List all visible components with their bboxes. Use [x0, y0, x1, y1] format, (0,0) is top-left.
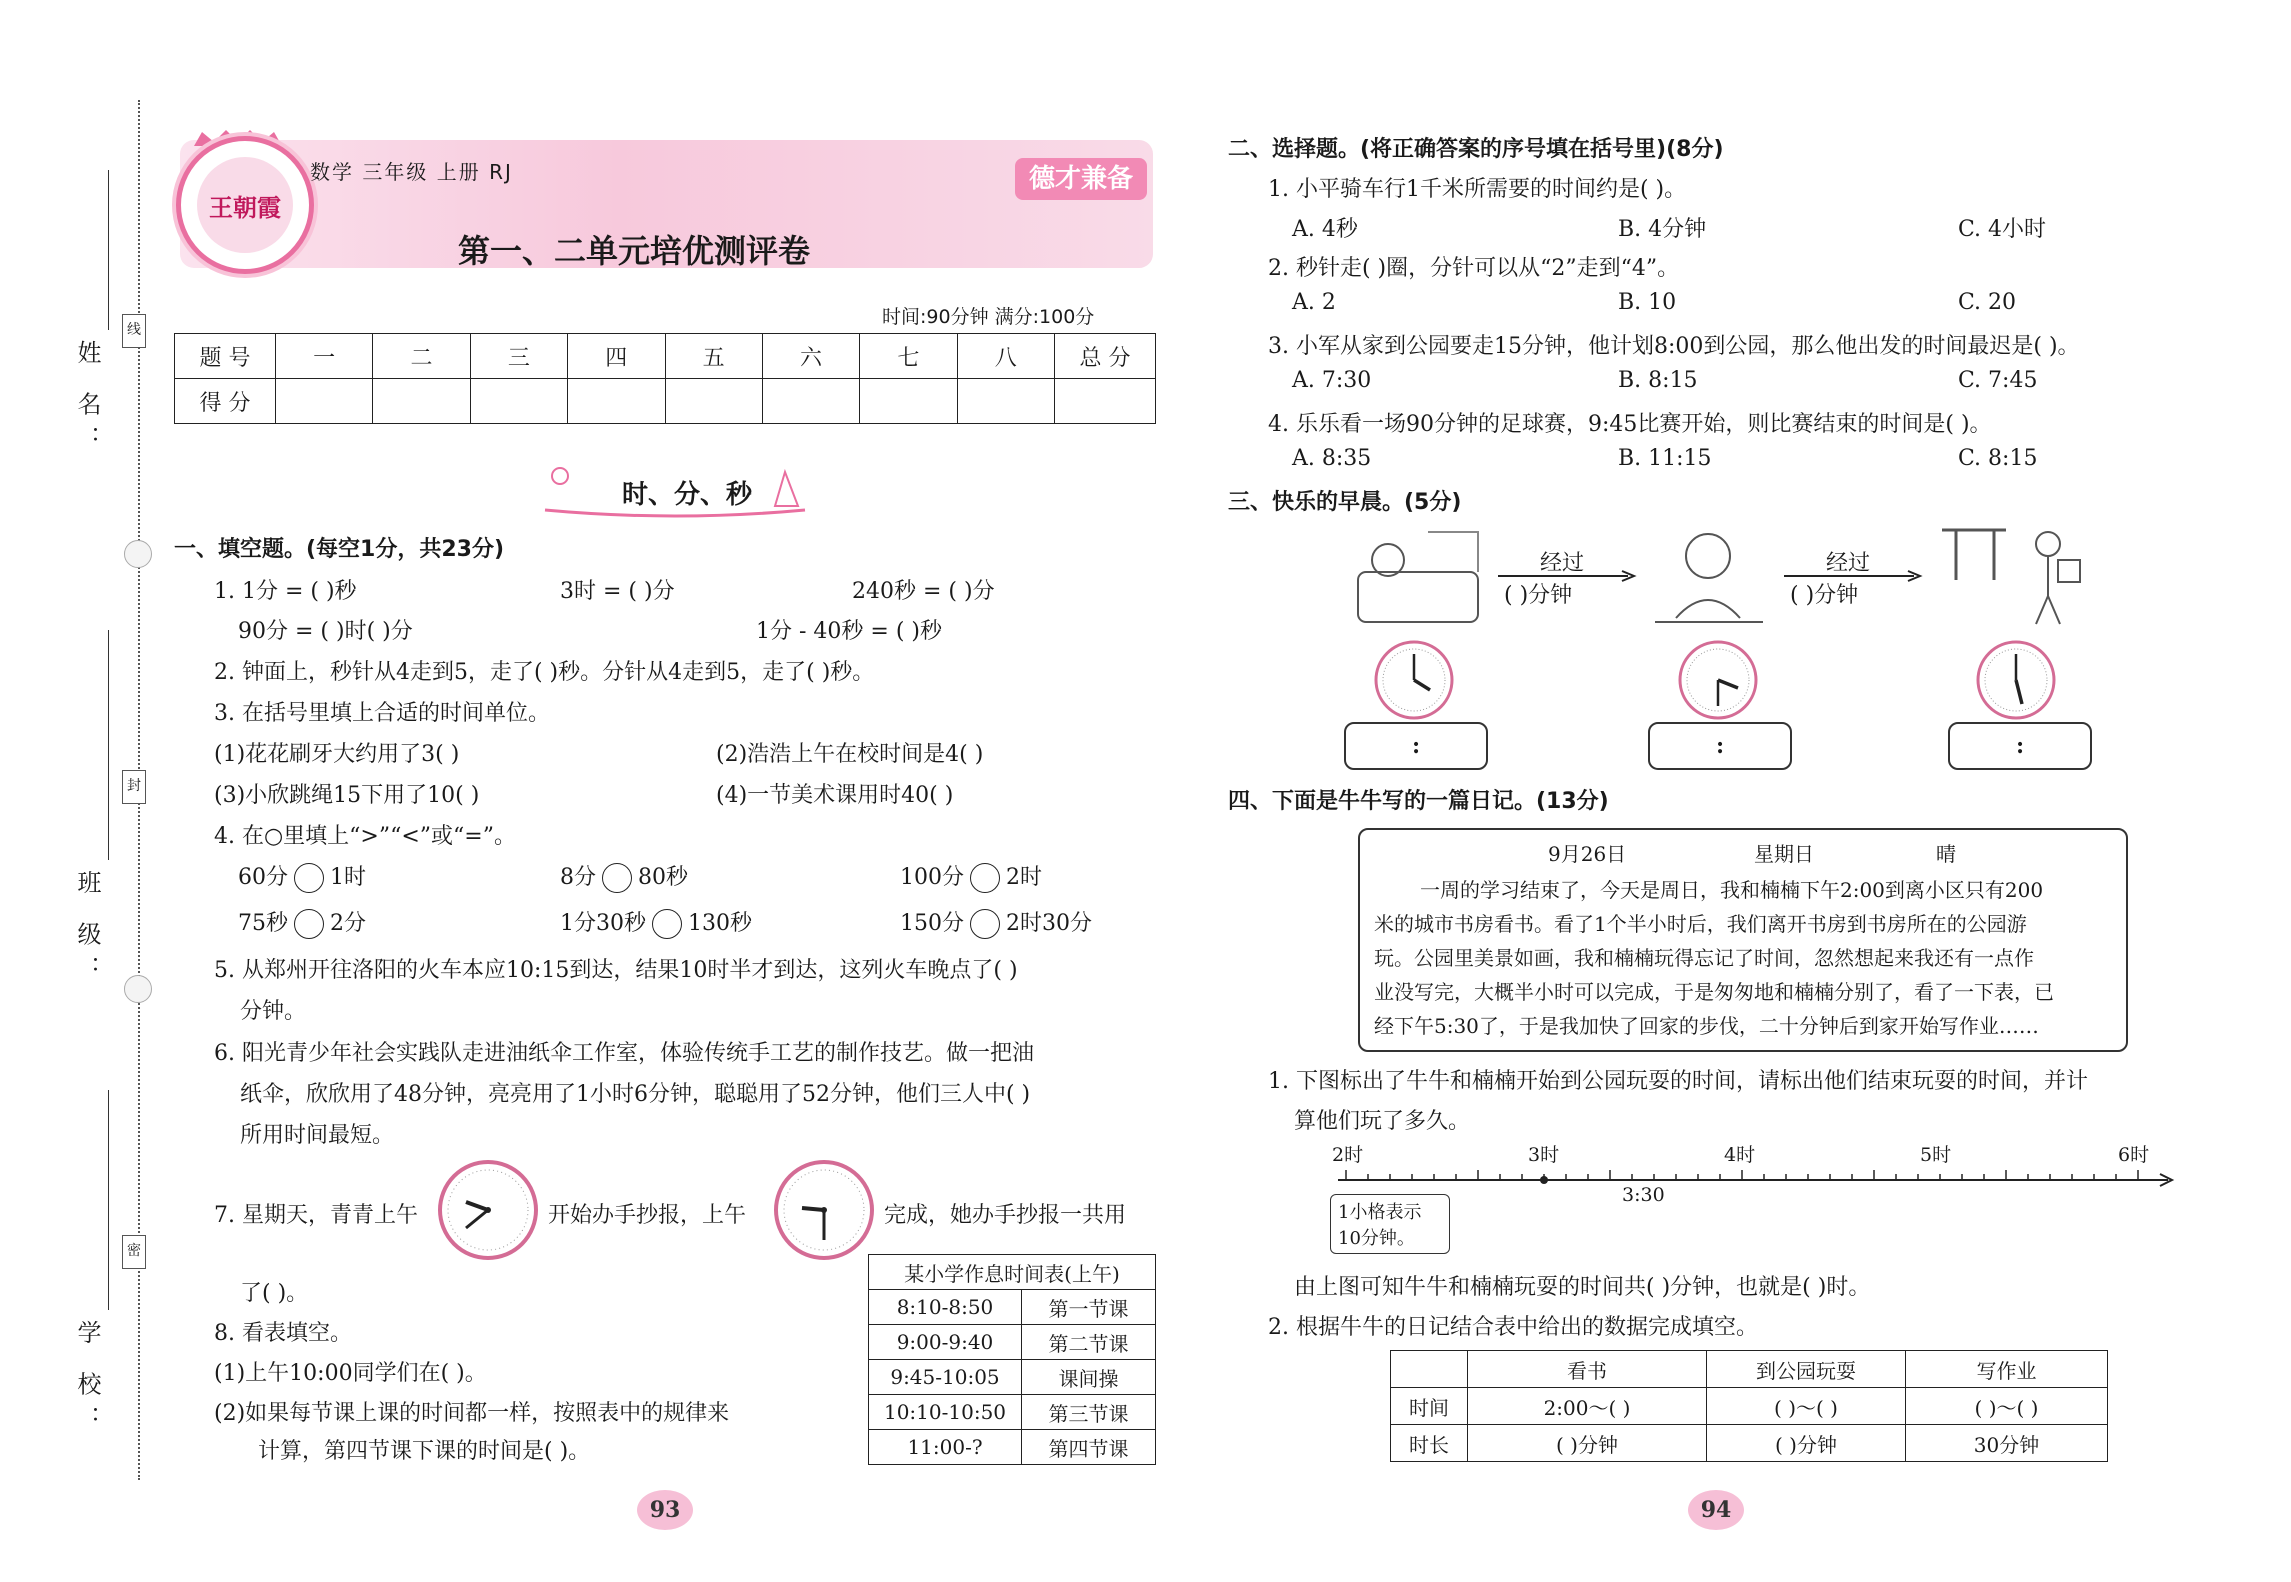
time-answer-box[interactable]: : [1344, 722, 1488, 770]
option[interactable]: B. 8:15 [1618, 368, 1698, 393]
s1-q3b: (2)浩浩上午在校时间是4( ) [716, 742, 984, 767]
score-input-cell[interactable] [665, 379, 762, 424]
s2-q4: 4. 乐乐看一场90分钟的足球赛，9:45比赛开始，则比赛结束的时间是( )。 [1268, 412, 1992, 437]
option[interactable]: A. 8:35 [1292, 446, 1372, 471]
option[interactable]: B. 4分钟 [1618, 217, 1707, 242]
s1-title: 一、填空题。(每空1分，共23分) [174, 537, 505, 562]
score-input-cell[interactable] [1055, 379, 1156, 424]
motto-badge: 德才兼备 [1015, 158, 1147, 200]
rest-activity: 第二节课 [1022, 1325, 1156, 1360]
child-waking-illustration [1348, 522, 1486, 632]
compare-circle[interactable] [652, 909, 682, 939]
rest-activity: 第四节课 [1022, 1430, 1156, 1465]
compare-circle[interactable] [602, 863, 632, 893]
clock-icon-wake [1372, 638, 1456, 722]
s1-q4a: 60分 1时 [238, 860, 366, 893]
s2-q2: 2. 秒针走( )圈，分针可以从“2”走到“4”。 [1268, 256, 1680, 281]
table-header-cell: 到公园玩耍 [1707, 1351, 1906, 1388]
s1-q1e: 1分 - 40秒 = ( )秒 [756, 619, 942, 644]
s1-q4c: 100分 2时 [900, 860, 1042, 893]
time-answer-box[interactable]: : [1648, 722, 1792, 770]
s1-q7-part-b: 开始办手抄报，上午 [548, 1203, 747, 1228]
score-header-cell: 一 [276, 334, 373, 379]
score-input-cell[interactable] [957, 379, 1054, 424]
seal-xian: 线 [122, 314, 146, 348]
score-header-cell: 四 [568, 334, 665, 379]
diary-weather: 晴 [1936, 842, 1956, 866]
s2-title: 二、选择题。(将正确答案的序号填在括号里)(8分) [1228, 137, 1724, 162]
s1-q3a: (1)花花刷牙大约用了3( ) [214, 742, 460, 767]
publisher-logo [176, 136, 314, 274]
s1-q4f: 150分 2时30分 [900, 906, 1092, 939]
s4-q1-line1: 1. 下图标出了牛牛和楠楠开始到公园玩耍的时间，请标出他们结束玩耍的时间，并计 [1268, 1069, 2088, 1094]
table-header-cell [1391, 1351, 1468, 1388]
page-number-right: 94 [1688, 1490, 1744, 1530]
table-cell-blank[interactable]: ( )～( ) [1707, 1388, 1906, 1425]
score-input-cell[interactable] [860, 379, 957, 424]
table-row-label: 时长 [1391, 1425, 1468, 1462]
pass-label-1: 经过 [1540, 551, 1585, 576]
score-header-cell: 题 号 [175, 334, 276, 379]
score-input-cell[interactable] [762, 379, 859, 424]
s1-q2: 2. 钟面上，秒针从4走到5，走了( )秒。分针从4走到5，走了( )秒。 [214, 660, 875, 685]
score-table [174, 333, 1156, 424]
score-input-cell[interactable] [276, 379, 373, 424]
rest-time: 8:10-8:50 [869, 1290, 1022, 1325]
option[interactable]: B. 11:15 [1618, 446, 1712, 471]
time-answer-box[interactable]: : [1948, 722, 2092, 770]
binding-hole [124, 540, 152, 568]
s1-q4b: 8分 80秒 [560, 860, 688, 893]
seal-feng: 封 [122, 770, 146, 804]
s1-q7-part-c: 完成，她办手抄报一共用 [884, 1203, 1127, 1228]
score-header-cell: 三 [470, 334, 567, 379]
rest-time: 10:10-10:50 [869, 1395, 1022, 1430]
s4-q1-answer: 由上图可知牛牛和楠楠玩耍的时间共( )分钟，也就是( )时。 [1294, 1275, 1871, 1300]
rest-activity: 第一节课 [1022, 1290, 1156, 1325]
option[interactable]: C. 8:15 [1958, 446, 2038, 471]
s1-q1b: 3时 = ( )分 [560, 579, 675, 604]
diary-data-table [1390, 1350, 2108, 1462]
s1-q4e: 1分30秒 130秒 [560, 906, 752, 939]
score-header-cell: 八 [957, 334, 1054, 379]
timeline-mark-label: 3:30 [1622, 1184, 1665, 1206]
score-header-cell: 六 [762, 334, 859, 379]
table-row-label: 时间 [1391, 1388, 1468, 1425]
school-underline [108, 1090, 109, 1310]
s1-q1c: 240秒 = ( )分 [852, 579, 995, 604]
table-cell-blank[interactable]: ( )～( ) [1906, 1388, 2108, 1425]
child-eating-illustration [1650, 522, 1768, 632]
table-header-cell: 看书 [1468, 1351, 1707, 1388]
option[interactable]: C. 20 [1958, 290, 2017, 315]
minutes-blank-1[interactable]: ( )分钟 [1504, 583, 1573, 608]
clock-icon-breakfast [1676, 638, 1760, 722]
clock-icon-school [1974, 638, 2058, 722]
s1-q4: 4. 在○里填上“>”“<”或“=”。 [214, 824, 516, 849]
diary-weekday: 星期日 [1754, 842, 1814, 866]
diary-line: 玩。公园里美景如画，我和楠楠玩得忘记了时间，忽然想起来我还有一点作 [1374, 946, 2034, 970]
pass-label-2: 经过 [1826, 551, 1871, 576]
table-cell: 30分钟 [1906, 1425, 2108, 1462]
compare-circle[interactable] [294, 909, 324, 939]
s1-q8b-line2: 计算，第四节课下课的时间是( )。 [258, 1439, 591, 1464]
score-input-cell[interactable] [373, 379, 470, 424]
seal-mi: 密 [122, 1235, 146, 1269]
s1-q7-part-a: 7. 星期天，青青上午 [214, 1203, 418, 1228]
score-input-cell[interactable] [470, 379, 567, 424]
s4-title: 四、下面是牛牛写的一篇日记。(13分) [1228, 789, 1609, 814]
score-header-cell: 总 分 [1055, 334, 1156, 379]
diary-date: 9月26日 [1548, 842, 1627, 866]
s1-q6-line2: 纸伞，欣欣用了48分钟，亮亮用了1小时6分钟，聪聪用了52分钟，他们三人中( ) [240, 1082, 1031, 1107]
table-cell-blank[interactable]: ( )分钟 [1468, 1425, 1707, 1462]
table-cell-blank[interactable]: 2:00～( ) [1468, 1388, 1707, 1425]
timeline-tick-label: 2时 [1332, 1144, 1364, 1166]
page-title: 第一、二单元培优测评卷 [458, 232, 811, 270]
s1-q3c: (3)小欣跳绳15下用了10( ) [214, 783, 480, 808]
timeline-tick-label: 6时 [2118, 1144, 2150, 1166]
rest-time: 9:00-9:40 [869, 1325, 1022, 1360]
option[interactable]: C. 7:45 [1958, 368, 2038, 393]
minutes-blank-2[interactable]: ( )分钟 [1790, 583, 1859, 608]
s1-q1a: 1. 1分 = ( )秒 [214, 579, 357, 604]
s1-q3: 3. 在括号里填上合适的时间单位。 [214, 701, 550, 726]
s1-q6-line3: 所用时间最短。 [240, 1123, 395, 1148]
rest-time: 11:00-? [869, 1430, 1022, 1465]
diary-line: 业没写完，大概半小时可以完成，于是匆匆地和楠楠分别了，看了一下表，已 [1374, 980, 2054, 1004]
rest-schedule-table [868, 1254, 1156, 1465]
timeline-note-line1: 1小格表示 [1338, 1202, 1422, 1223]
timeline-tick-label: 3时 [1528, 1144, 1560, 1166]
score-header-cell: 五 [665, 334, 762, 379]
s3-title: 三、快乐的早晨。(5分) [1228, 490, 1462, 515]
s1-q8a: (1)上午10:00同学们在( )。 [214, 1361, 487, 1386]
option[interactable]: A. 7:30 [1292, 368, 1372, 393]
s1-q6-line1: 6. 阳光青少年社会实践队走进油纸伞工作室，体验传统手工艺的制作技艺。做一把油 [214, 1041, 1034, 1066]
clock-icon-end [772, 1158, 876, 1262]
section-title: 时、分、秒 [622, 480, 753, 510]
score-input-cell[interactable] [568, 379, 665, 424]
rest-table-title: 某小学作息时间表(上午) [869, 1255, 1156, 1290]
school-label: 学 校： [73, 1320, 101, 1440]
diary-line: 一周的学习结束了，今天是周日，我和楠楠下午2:00到离小区只有200 [1420, 878, 2044, 902]
s1-q1d: 90分 = ( )时( )分 [238, 619, 413, 644]
timeline-note-line2: 10分钟。 [1338, 1228, 1415, 1249]
option[interactable]: B. 10 [1618, 290, 1677, 315]
school-gate-illustration [1936, 520, 2086, 632]
score-header-cell: 七 [860, 334, 957, 379]
option[interactable]: A. 4秒 [1292, 217, 1358, 242]
compare-circle[interactable] [970, 863, 1000, 893]
score-header-cell: 二 [373, 334, 470, 379]
option[interactable]: A. 2 [1292, 290, 1336, 315]
s4-q2: 2. 根据牛牛的日记结合表中给出的数据完成填空。 [1268, 1315, 1758, 1340]
logo-text: 王朝霞 [197, 157, 293, 253]
rest-time: 9:45-10:05 [869, 1360, 1022, 1395]
s1-q5-line1: 5. 从郑州开往洛阳的火车本应10:15到达，结果10时半才到达，这列火车晚点了( ) [214, 958, 1018, 983]
diary-line: 经下午5:30了，于是我加快了回家的步伐，二十分钟后到家开始写作业…… [1374, 1014, 2039, 1038]
timeline-tick-label: 5时 [1920, 1144, 1952, 1166]
s2-q3: 3. 小军从家到公园要走15分钟，他计划8:00到公园，那么他出发的时间最迟是( )。 [1268, 334, 2080, 359]
binding-hole [124, 975, 152, 1003]
s1-q4d: 75秒 2分 [238, 906, 366, 939]
time-info: 时间:90分钟 满分:100分 [882, 306, 1095, 328]
s2-q1: 1. 小平骑车行1千米所需要的时间约是( )。 [1268, 177, 1687, 202]
s1-q7-part-d: 了( )。 [240, 1281, 309, 1306]
s1-q5-line2: 分钟。 [240, 999, 307, 1024]
subject-line: 数学 三年级 上册 RJ [310, 160, 513, 184]
s4-q1-line2: 算他们玩了多久。 [1294, 1109, 1471, 1134]
option[interactable]: C. 4小时 [1958, 217, 2047, 242]
page-number-left: 93 [637, 1490, 693, 1530]
table-header-cell: 写作业 [1906, 1351, 2108, 1388]
timeline-tick-label: 4时 [1724, 1144, 1756, 1166]
s1-q8b-line1: (2)如果每节课上课的时间都一样，按照表中的规律来 [214, 1401, 730, 1426]
class-underline [108, 630, 109, 860]
name-label: 姓 名： [73, 340, 101, 460]
class-label: 班 级： [73, 870, 101, 990]
name-underline [108, 170, 109, 330]
diary-line: 米的城市书房看书。看了1个半小时后，我们离开书房到书房所在的公园游 [1374, 912, 2027, 936]
compare-circle[interactable] [970, 909, 1000, 939]
score-row-label: 得 分 [175, 379, 276, 424]
s1-q8: 8. 看表填空。 [214, 1321, 352, 1346]
table-cell-blank[interactable]: ( )分钟 [1707, 1425, 1906, 1462]
compare-circle[interactable] [294, 863, 324, 893]
rest-activity: 课间操 [1022, 1360, 1156, 1395]
rest-activity: 第三节课 [1022, 1395, 1156, 1430]
clock-icon-start [436, 1158, 540, 1262]
s1-q3d: (4)一节美术课用时40( ) [716, 783, 954, 808]
